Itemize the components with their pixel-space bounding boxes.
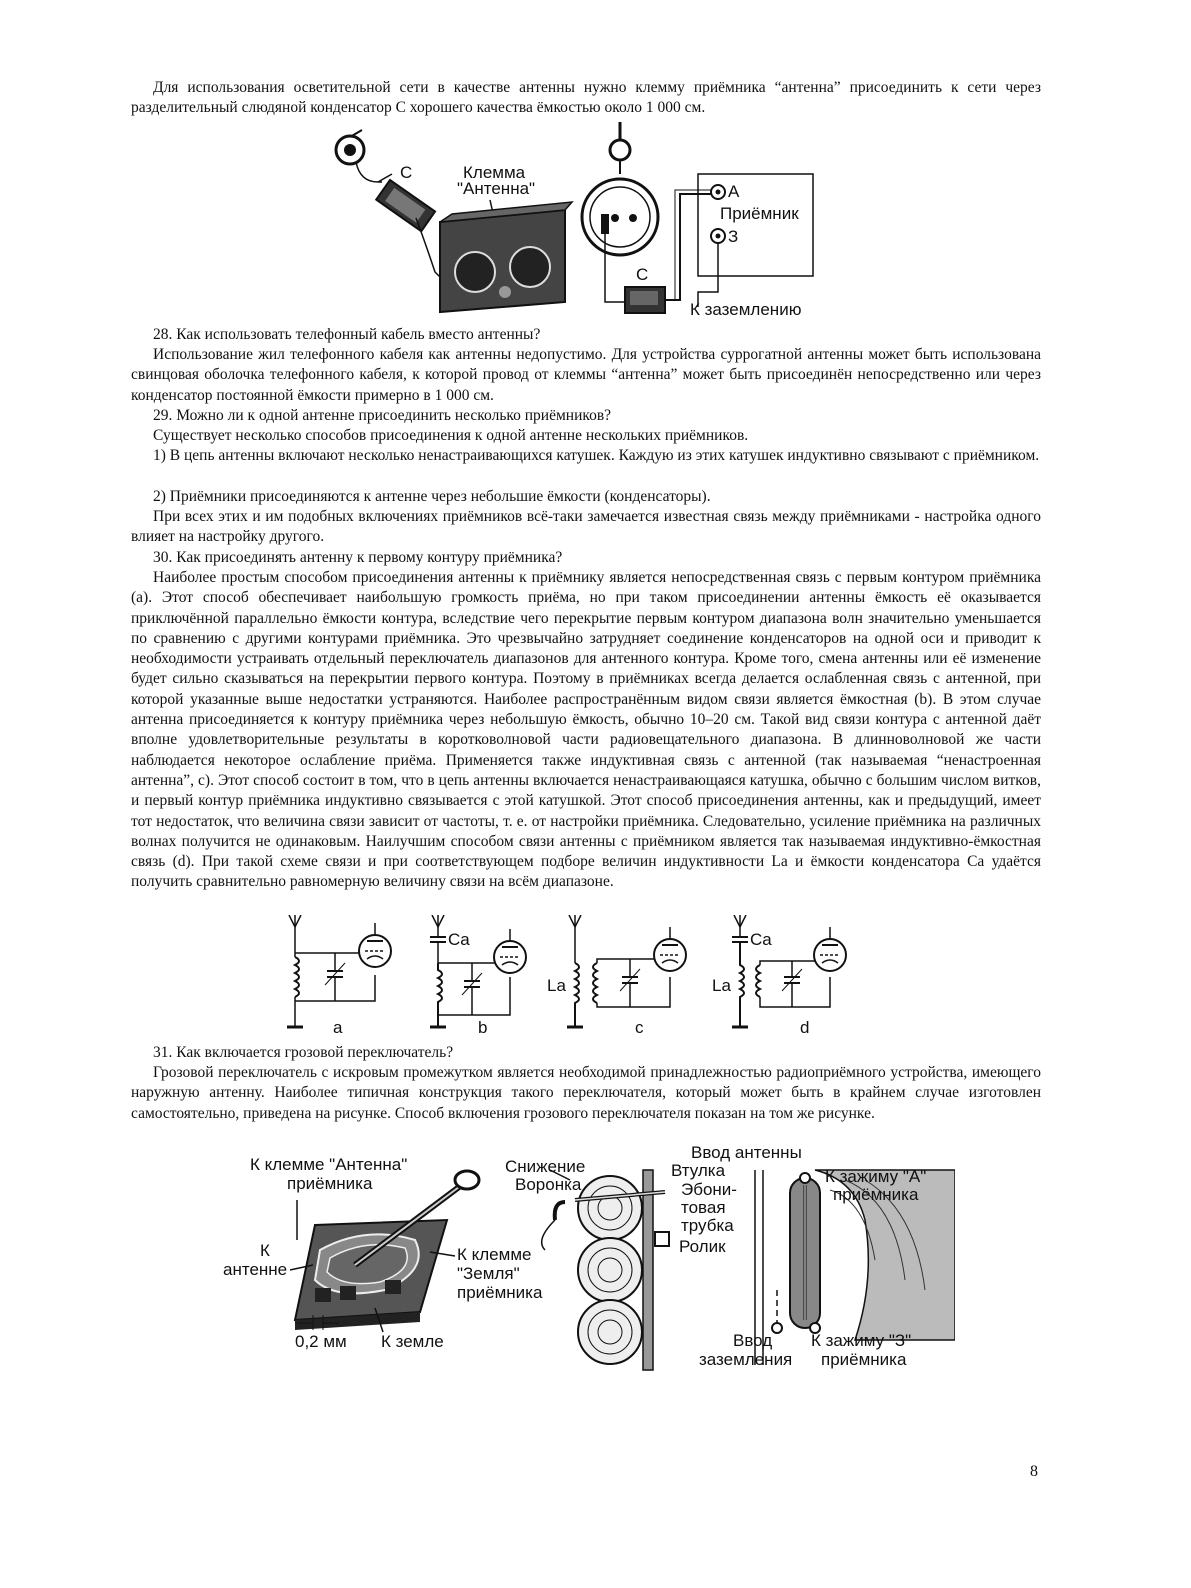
lamp-socket-icon — [610, 122, 630, 174]
label-circuit-c: c — [635, 1018, 644, 1037]
q29-question: 29. Можно ли к одной антенне присоединить несколько приёмников? — [153, 407, 612, 424]
label-k-klemme-ant-2: приёмника — [287, 1174, 373, 1193]
label-k-klemme-ant-1: К клемме "Антенна" — [250, 1155, 408, 1174]
capacitor-icon — [625, 287, 665, 313]
label-eboni-1: Эбони- — [681, 1180, 737, 1199]
label-receiver: Приёмник — [720, 204, 799, 223]
label-klemma-1: Клемма — [463, 163, 526, 182]
label-vvod-zem-2: заземления — [699, 1350, 793, 1369]
label-la-c: La — [547, 976, 566, 995]
q30-answer: Наиболее простым способом присоединения антенны к приёмнику является непосредственная связь с первым контуром приёмника (a). Этот способ обеспечивает наибольшую громкость приёма, но при таком присоединении антенны ёмкость её оказывается приключённой параллельно ёмкости контура, вследствие чего перекрытие первым контуром диапазона волн значительно уменьшается по сравнению с другими контурами приёмника. Это чрезвычайно затрудняет соединение конденсаторов на одной оси и приводит к необходимости устраивать отдельный переключатель диапазонов для антенного контура. Кроме того, смена антенны или её изменение будет сильно сказываться на перекрытии первого контура. Поэтому в приёмниках всегда делается ослабленная связь с антенной, при которой указанные выше недостатки устраняются. Наиболее распространённым видом связи является ёмкостная (b). В этом случае антенна присоединяется к контуру приёмника через небольшую ёмкость, обычно 10–20 см. Такой вид связи контура с антенной даёт вполне удовлетворительные результаты в коротковолновой части радиовещательного диапазона. В длинноволновой же части наблюдается некоторое ослабление приёма. Применяется также индуктивная связь с антенной (так называемая “ненастроенная антенна”, c). Этот способ состоит в том, что в цепь антенны включается ненастраивающаяся катушка, обычно с большим числом витков, и первый контур приёмника индуктивно связывается с этой катушкой. Этот способ присоединения антенны, как и предыдущий, имеет тот недостаток, что величина связи зависит от частоты, т. е. от настройки приёмника. Следовательно, усиление приёмника на различных волнах получится не одинаковым. Наилучшим способом связи антенны с приёмником является так называемая индуктивно-ёмкостная связь (d). При такой схеме связи и при соответствующем подборе величин индуктивности La и ёмкости конденсатора Ca удаётся получить сравнительно равномерную величину связи на всём диапазоне. — [131, 569, 1041, 891]
label-k-klemme-zem-2: "Земля" — [457, 1264, 520, 1283]
lightning-switch-illustration — [295, 1171, 479, 1330]
q31-answer: Грозовой переключатель с искровым промежутком является необходимой принадлежностью радиоприёмного устройства, имеющего наружную антенну. Наиболее типичная конструкция такого переключателя, который может быть в крайнем случае изготовлен самостоятельно, приведена на рисунке. Способ включения грозового переключателя показан на том же рисунке. — [131, 1064, 1041, 1122]
label-a: А — [728, 182, 740, 201]
label-ca-b: Ca — [448, 930, 470, 949]
label-vtulka: Втулка — [671, 1161, 726, 1180]
q29-p1: Существует несколько способов присоединения к одной антенне нескольких приёмников. — [153, 427, 749, 444]
label-klemma-2: "Антенна" — [457, 179, 536, 198]
label-c-left: С — [400, 163, 413, 182]
label-rolik: Ролик — [679, 1237, 726, 1256]
socket-icon — [336, 130, 364, 164]
label-k-zemle: К земле — [381, 1332, 444, 1351]
intro-paragraph: Для использования осветительной сети в качестве антенны нужно клемму приёмника “антенна” присоединить к сети через разделительный слюдяной конденсатор С хорошего качества ёмкостью около 1 000 см. — [131, 79, 1041, 117]
label-circuit-a: a — [333, 1018, 343, 1037]
label-snizhenie: Снижение — [505, 1157, 586, 1176]
q30-question: 30. Как присоединять антенну к первому контуру приёмника? — [153, 549, 563, 566]
label-k-klemme-zem-1: К клемме — [457, 1245, 532, 1264]
label-k-zazh-a-2: приёмника — [833, 1185, 919, 1204]
circuit-b — [430, 915, 526, 1037]
circuit-d — [712, 915, 846, 1037]
wall-outlet-icon — [582, 179, 658, 255]
label-z: З — [728, 227, 739, 246]
figure-antenna-coupling — [285, 915, 885, 1040]
q28-question: 28. Как использовать телефонный кабель вместо антенны? — [153, 326, 541, 343]
figure-mains-antenna — [320, 122, 820, 322]
label-c-right: С — [636, 265, 649, 284]
page-number: 8 — [1030, 1463, 1038, 1480]
label-circuit-b: b — [478, 1018, 488, 1037]
label-k-zazh-z-1: К зажиму "З" — [811, 1331, 912, 1350]
capacitor-icon — [376, 180, 435, 231]
label-eboni-3: трубка — [681, 1216, 734, 1235]
label-voronka: Воронка — [515, 1175, 582, 1194]
q29-p3: 2) Приёмники присоединяются к антенне через небольшие ёмкости (конденсаторы). — [153, 488, 711, 505]
q29-p2: 1) В цепь антенны включают несколько ненастраивающихся катушек. Каждую из этих катушек индуктивно связывают с приёмником. — [153, 447, 1040, 464]
label-eboni-2: товая — [681, 1198, 726, 1217]
label-k-antenne-1: К — [260, 1241, 270, 1260]
q28-answer: Использование жил телефонного кабеля как антенны недопустимо. Для устройства суррогатной антенны может быть использована свинцовая оболочка телефонного кабеля, к которой провод от клеммы “антенна” может быть присоединён непосредственно или через конденсатор постоянной ёмкости примерно в 1 000 см. — [131, 346, 1041, 404]
label-ca-d: Ca — [750, 930, 772, 949]
circuit-a — [287, 915, 391, 1037]
label-circuit-d: d — [800, 1018, 810, 1037]
label-k-zazh-z-2: приёмника — [821, 1350, 907, 1369]
label-la-d: La — [712, 976, 731, 995]
label-gap: 0,2 мм — [295, 1332, 347, 1351]
circuit-c — [547, 915, 686, 1037]
label-k-zazh-a-1: К зажиму "А" — [825, 1167, 927, 1186]
label-k-klemme-zem-3: приёмника — [457, 1283, 543, 1302]
label-k-antenne-2: антенне — [223, 1260, 288, 1279]
receiver-box-illustration — [440, 202, 572, 312]
label-ground: К заземлению — [690, 300, 802, 319]
q29-p4: При всех этих и им подобных включениях приёмников всё-таки замечается известная связь между приёмниками - настройка одного влияет на настройку другого. — [131, 508, 1041, 546]
label-vvod-zem-1: Ввод — [733, 1331, 773, 1350]
log-wall-illustration — [555, 1170, 669, 1370]
label-vvod-ant: Ввод антенны — [691, 1143, 802, 1162]
q31-question: 31. Как включается грозовой переключатель? — [153, 1044, 454, 1061]
figure-lightning-switch — [215, 1140, 955, 1375]
